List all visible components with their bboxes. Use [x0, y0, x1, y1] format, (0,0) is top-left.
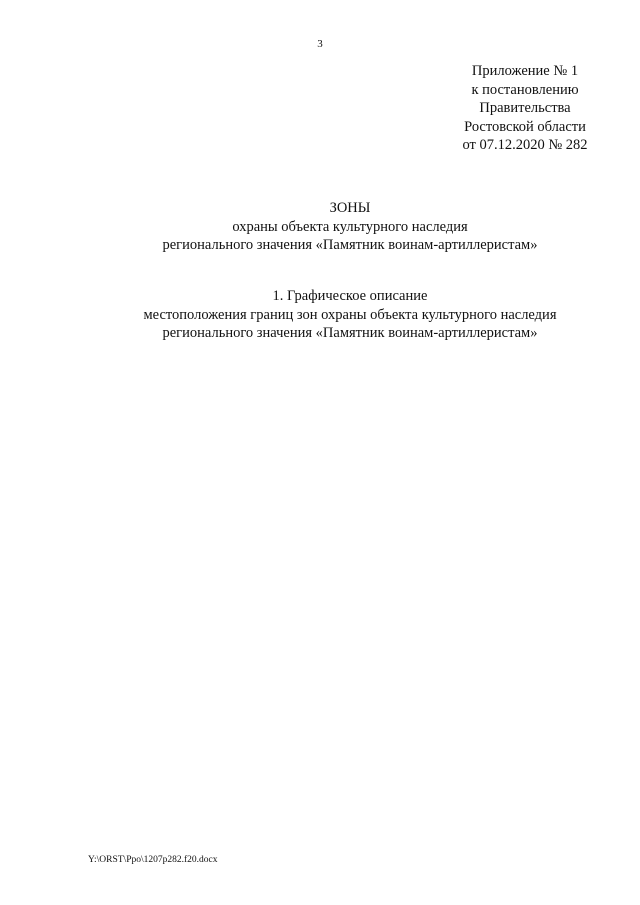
appendix-reference — [440, 62, 610, 155]
section-heading — [40, 287, 640, 343]
appendix-line-4: Ростовской области — [464, 118, 586, 135]
section-line-3: регионального значения «Памятник воинам-артиллеристам» — [162, 325, 538, 341]
document-title — [40, 199, 640, 255]
title-line-3: регионального значения «Памятник воинам-артиллеристам» — [162, 237, 538, 253]
footer-file-path: Y:\ORST\Ppo\1207p282.f20.docx — [88, 855, 218, 865]
appendix-line-2: к постановлению — [471, 81, 579, 98]
title-heading: ЗОНЫ — [329, 200, 371, 216]
appendix-line-1: Приложение № 1 — [471, 63, 579, 79]
appendix-line-5: от 07.12.2020 № 282 — [462, 137, 588, 153]
page-number: 3 — [317, 38, 323, 50]
section-line-1: 1. Графическое описание — [272, 288, 428, 304]
title-line-2: охраны объекта культурного наследия — [232, 218, 468, 235]
appendix-line-3: Правительства — [479, 100, 571, 116]
section-line-2: местоположения границ зон охраны объекта культурного наследия — [143, 306, 557, 323]
